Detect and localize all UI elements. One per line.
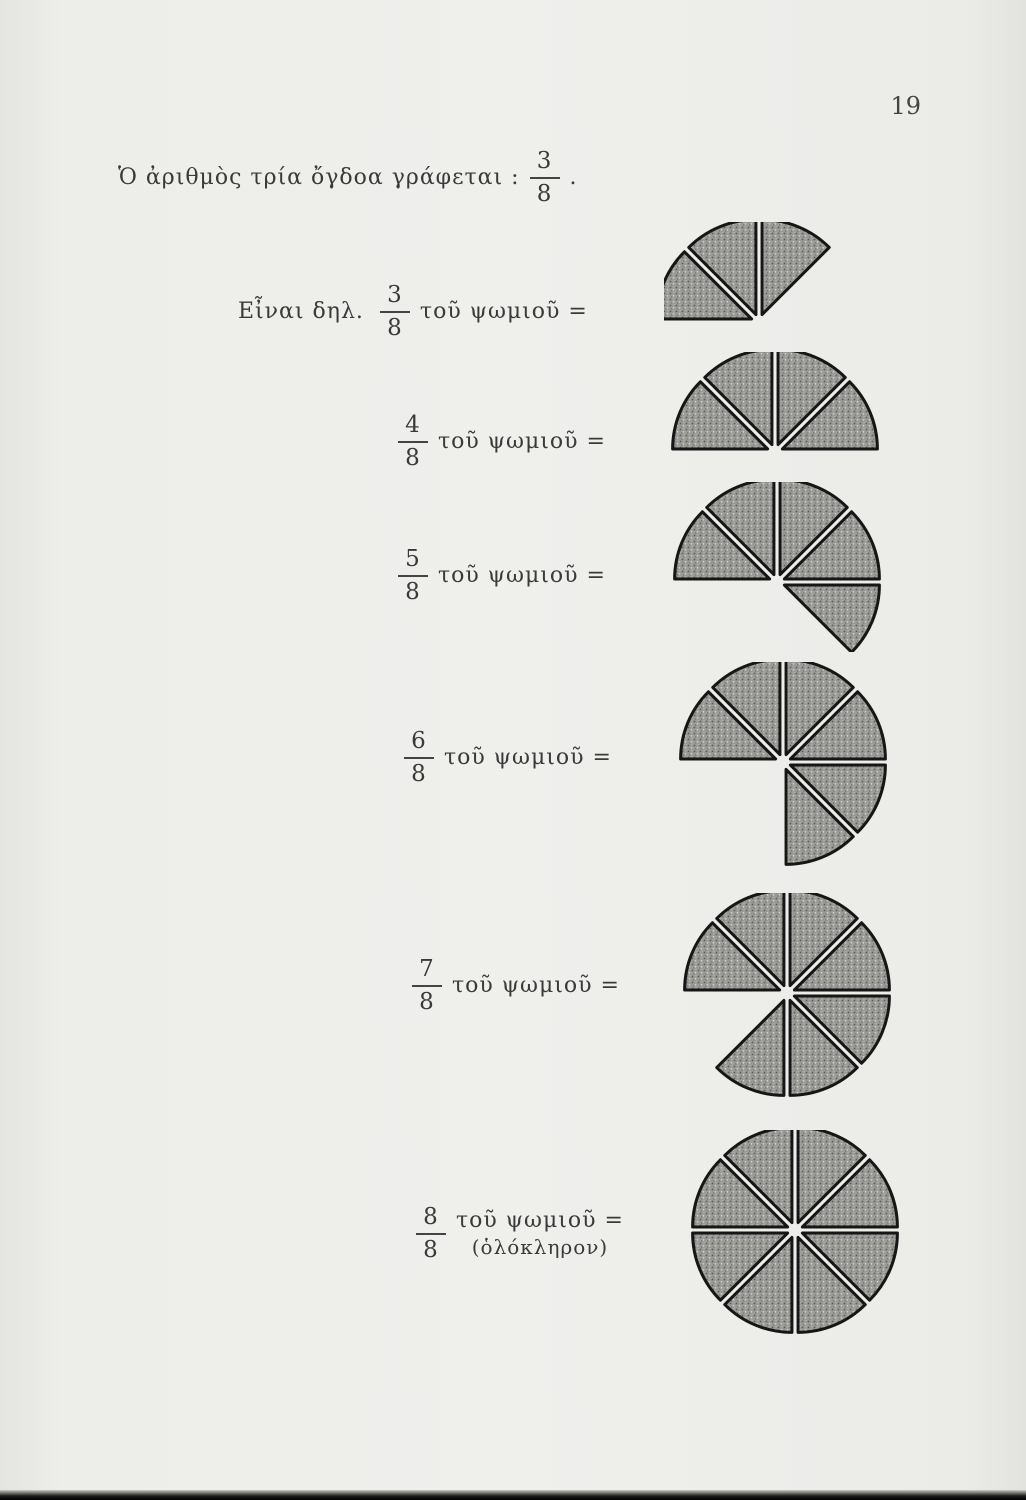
row-text: τοῦ ψωμιοῦ = [452, 973, 620, 999]
bread-pie-5-8 [672, 482, 892, 652]
fraction-numerator: 7 [419, 956, 435, 982]
row-words [444, 745, 612, 770]
row-fraction [398, 548, 428, 604]
row-words [420, 299, 588, 324]
row-fraction [380, 284, 410, 340]
intro-fraction [530, 150, 560, 206]
fraction-numerator: 5 [405, 546, 421, 572]
fraction-denominator: 8 [423, 1236, 439, 1263]
row-text: τοῦ ψωμιοῦ = [438, 563, 606, 589]
intro-period: . [569, 165, 578, 191]
fraction-numerator: 3 [387, 282, 403, 308]
row-fraction [416, 1206, 446, 1262]
fraction-denominator: 8 [411, 760, 427, 787]
fraction-numerator: 6 [411, 728, 427, 754]
fraction-numerator: 4 [405, 412, 421, 438]
bread-slice [717, 1000, 784, 1095]
row-words [438, 429, 606, 454]
bread-slice [762, 222, 829, 315]
fraction-row-7-8 [402, 958, 620, 1014]
fraction-numerator: 8 [423, 1204, 439, 1230]
fraction-numerator: 3 [536, 148, 553, 174]
row-text: τοῦ ψωμιοῦ = [456, 1208, 624, 1234]
row-words [438, 563, 606, 588]
row-words [452, 973, 620, 998]
page-number: 19 [890, 92, 921, 120]
row-text: τοῦ ψωμιοῦ = [419, 299, 588, 325]
fraction-row-3-8 [238, 284, 588, 340]
fraction-denominator: 8 [387, 314, 403, 341]
row-text: τοῦ ψωμιοῦ = [438, 429, 606, 455]
fraction-row-5-8 [388, 548, 606, 604]
row-fraction [404, 730, 434, 786]
fraction-denominator: 8 [536, 180, 553, 207]
intro-sentence [118, 150, 578, 206]
fraction-denominator: 8 [405, 578, 421, 605]
page-bottom-edge [0, 1490, 1026, 1500]
row-fraction [398, 414, 428, 470]
fraction-denominator: 8 [405, 444, 421, 471]
row-words [456, 1208, 624, 1259]
intro-text: Ὁ ἀριθμὸς τρία ὄγδοα γράφεται : [118, 165, 520, 191]
fraction-row-8-8 [406, 1206, 624, 1262]
fraction-denominator: 8 [419, 988, 435, 1015]
bread-pie-3-8 [664, 222, 854, 332]
row-note: (ὁλόκληρον) [471, 1235, 609, 1260]
row-lead-text: Εἶναι δηλ. [238, 299, 364, 325]
row-fraction [412, 958, 442, 1014]
bread-slice [784, 585, 879, 652]
bread-pie-4-8 [670, 352, 885, 462]
row-text: τοῦ ψωμιοῦ = [444, 745, 612, 771]
fraction-row-4-8 [388, 414, 606, 470]
bread-pie-6-8 [678, 662, 898, 867]
fraction-row-6-8 [394, 730, 612, 786]
bread-pie-8-8 [690, 1130, 910, 1335]
bread-pie-7-8 [682, 893, 902, 1098]
